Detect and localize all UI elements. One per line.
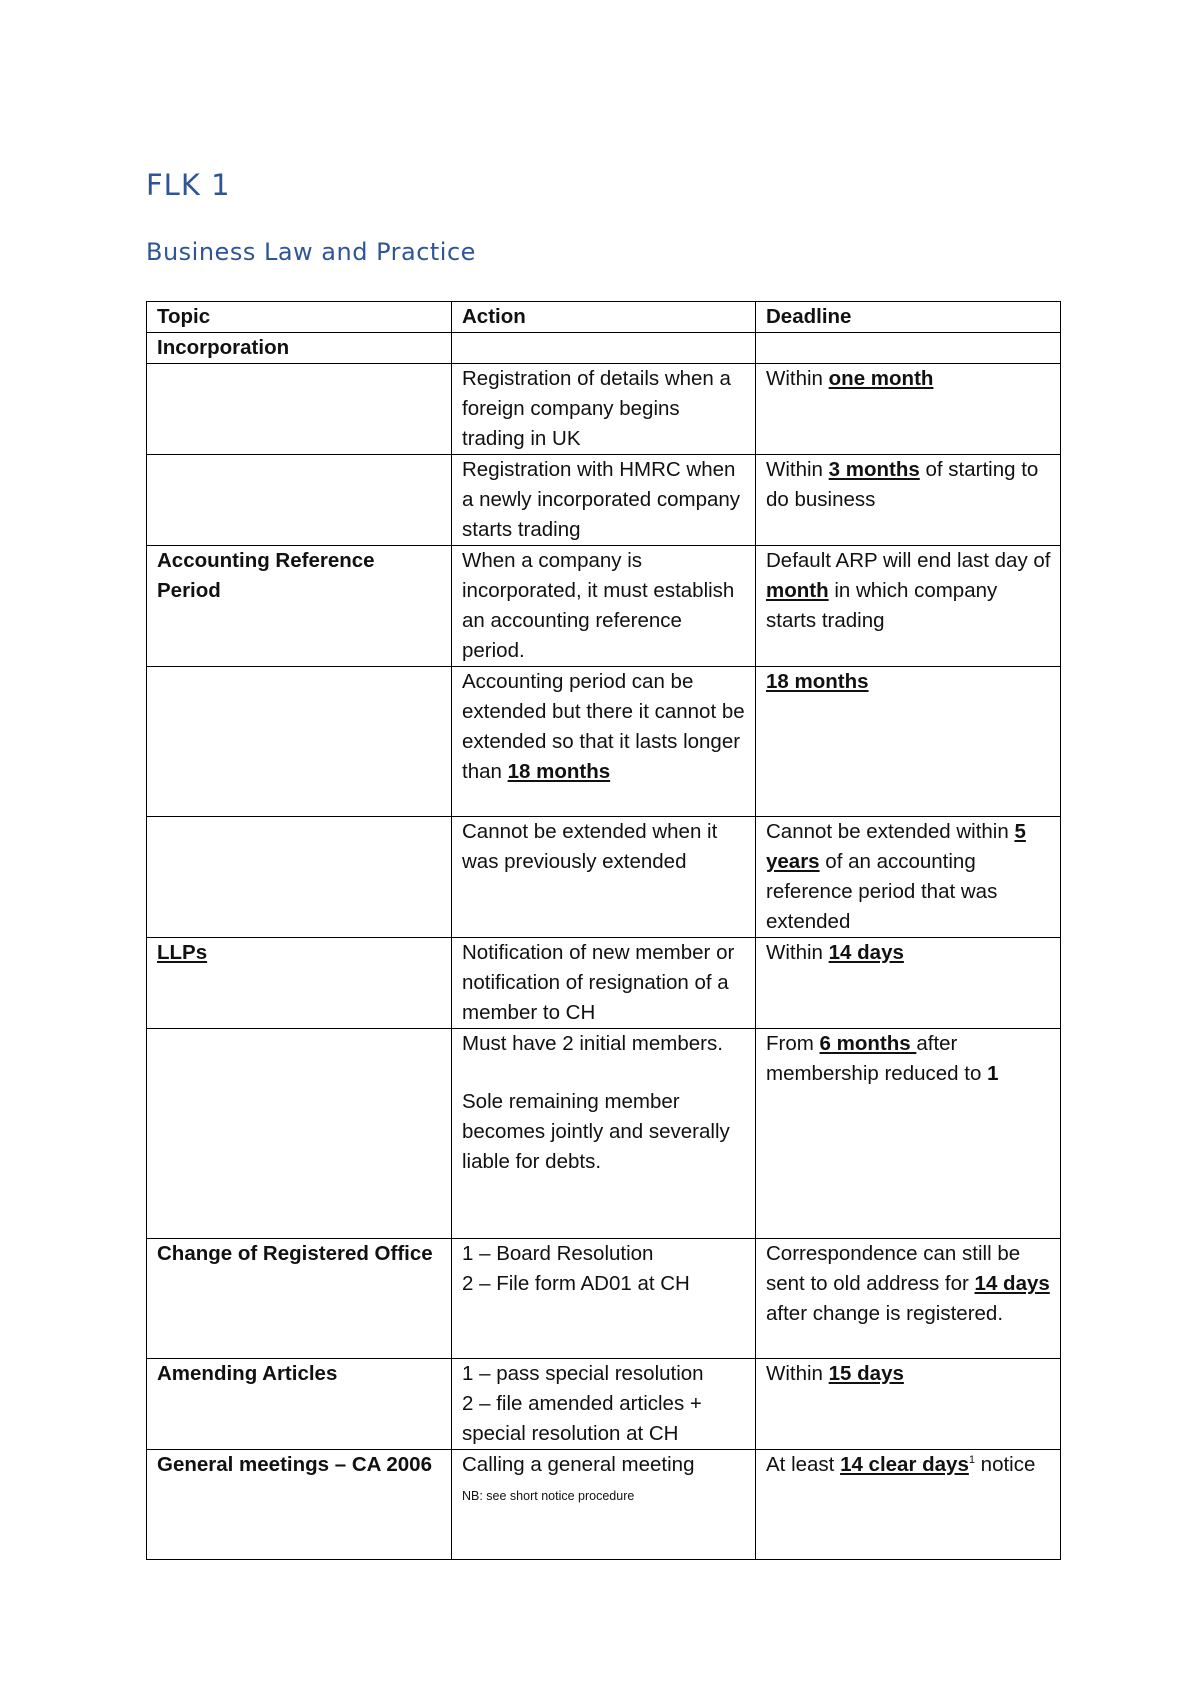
action-emphasis: 18 months xyxy=(507,760,611,783)
table-row xyxy=(147,1239,1061,1359)
deadline-cell: Within 15 days xyxy=(756,1359,1061,1450)
deadline-cell: Within one month xyxy=(756,364,1061,455)
action-cell: 1 – pass special resolution 2 – file amended articles + special resolution at CH xyxy=(452,1359,756,1450)
deadline-emphasis: 14 days xyxy=(828,941,904,964)
deadline-emphasis: one month xyxy=(828,367,934,390)
action-cell: 1 – Board Resolution 2 – File form AD01 at CH xyxy=(452,1239,756,1359)
topic-cell: Accounting Reference Period xyxy=(147,546,452,667)
deadline-cell: Within 14 days xyxy=(756,938,1061,1029)
footnote-marker: 1 xyxy=(968,1454,975,1467)
header-deadline: Deadline xyxy=(756,302,1061,333)
topic-cell: Incorporation xyxy=(147,333,452,364)
deadline-cell: At least 14 clear days$^1$ notice xyxy=(756,1450,1061,1560)
table-row xyxy=(147,817,1061,938)
table-row xyxy=(147,1359,1061,1450)
deadline-cell xyxy=(756,333,1061,364)
topic-cell: Change of Registered Office xyxy=(147,1239,452,1359)
action-cell: Calling a general meeting NB: see short notice procedure xyxy=(452,1450,756,1560)
action-cell xyxy=(452,333,756,364)
deadline-emphasis: month xyxy=(766,579,829,602)
table-row xyxy=(147,455,1061,546)
topic-cell: General meetings – CA 2006 xyxy=(147,1450,452,1560)
action-cell: Must have 2 initial members. Sole remaining member becomes jointly and severally liable for debts. xyxy=(452,1029,756,1239)
table-row xyxy=(147,364,1061,455)
table-row xyxy=(147,667,1061,817)
topic-cell xyxy=(147,667,452,817)
topic-cell: LLPs xyxy=(147,938,452,1029)
deadline-emphasis: 15 days xyxy=(828,1362,904,1385)
header-topic: Topic xyxy=(147,302,452,333)
deadline-cell: Within 3 months of starting to do business xyxy=(756,455,1061,546)
action-cell: Notification of new member or notification of resignation of a member to CH xyxy=(452,938,756,1029)
deadline-emphasis: 3 months xyxy=(828,458,920,481)
deadline-emphasis: 14 clear days xyxy=(840,1453,969,1476)
topic-cell xyxy=(147,364,452,455)
deadline-emphasis: 18 months xyxy=(766,670,869,693)
deadline-cell: From 6 months after membership reduced to 1 xyxy=(756,1029,1061,1239)
table-header-row xyxy=(147,302,1061,333)
topic-cell xyxy=(147,455,452,546)
page-subtitle: Business Law and Practice xyxy=(146,238,476,266)
page-title: FLK 1 xyxy=(146,168,231,202)
table-row xyxy=(147,1450,1061,1560)
action-cell: Cannot be extended when it was previously extended xyxy=(452,817,756,938)
topic-cell: Amending Articles xyxy=(147,1359,452,1450)
table-row xyxy=(147,938,1061,1029)
action-cell: Registration with HMRC when a newly incorporated company starts trading xyxy=(452,455,756,546)
deadline-cell: Default ARP will end last day of month in which company starts trading xyxy=(756,546,1061,667)
header-action: Action xyxy=(452,302,756,333)
action-cell: When a company is incorporated, it must establish an accounting reference period. xyxy=(452,546,756,667)
deadline-cell xyxy=(756,667,1061,817)
table-row xyxy=(147,1029,1061,1239)
deadline-cell: Correspondence can still be sent to old address for 14 days after change is registered. xyxy=(756,1239,1061,1359)
action-cell: Registration of details when a foreign company begins trading in UK xyxy=(452,364,756,455)
topic-cell xyxy=(147,1029,452,1239)
footnote-note: NB: see short notice procedure xyxy=(462,1489,635,1503)
deadline-emphasis: 5 years xyxy=(766,820,1026,873)
deadlines-table xyxy=(146,301,1061,1560)
deadline-emphasis: 14 days xyxy=(974,1272,1050,1295)
deadline-cell: Cannot be extended within 5 years of an accounting reference period that was extended xyxy=(756,817,1061,938)
table-row xyxy=(147,546,1061,667)
action-cell: Accounting period can be extended but there it cannot be extended so that it lasts longer than 18 months xyxy=(452,667,756,817)
deadline-emphasis: 6 months xyxy=(819,1032,917,1055)
topic-cell xyxy=(147,817,452,938)
table-row xyxy=(147,333,1061,364)
